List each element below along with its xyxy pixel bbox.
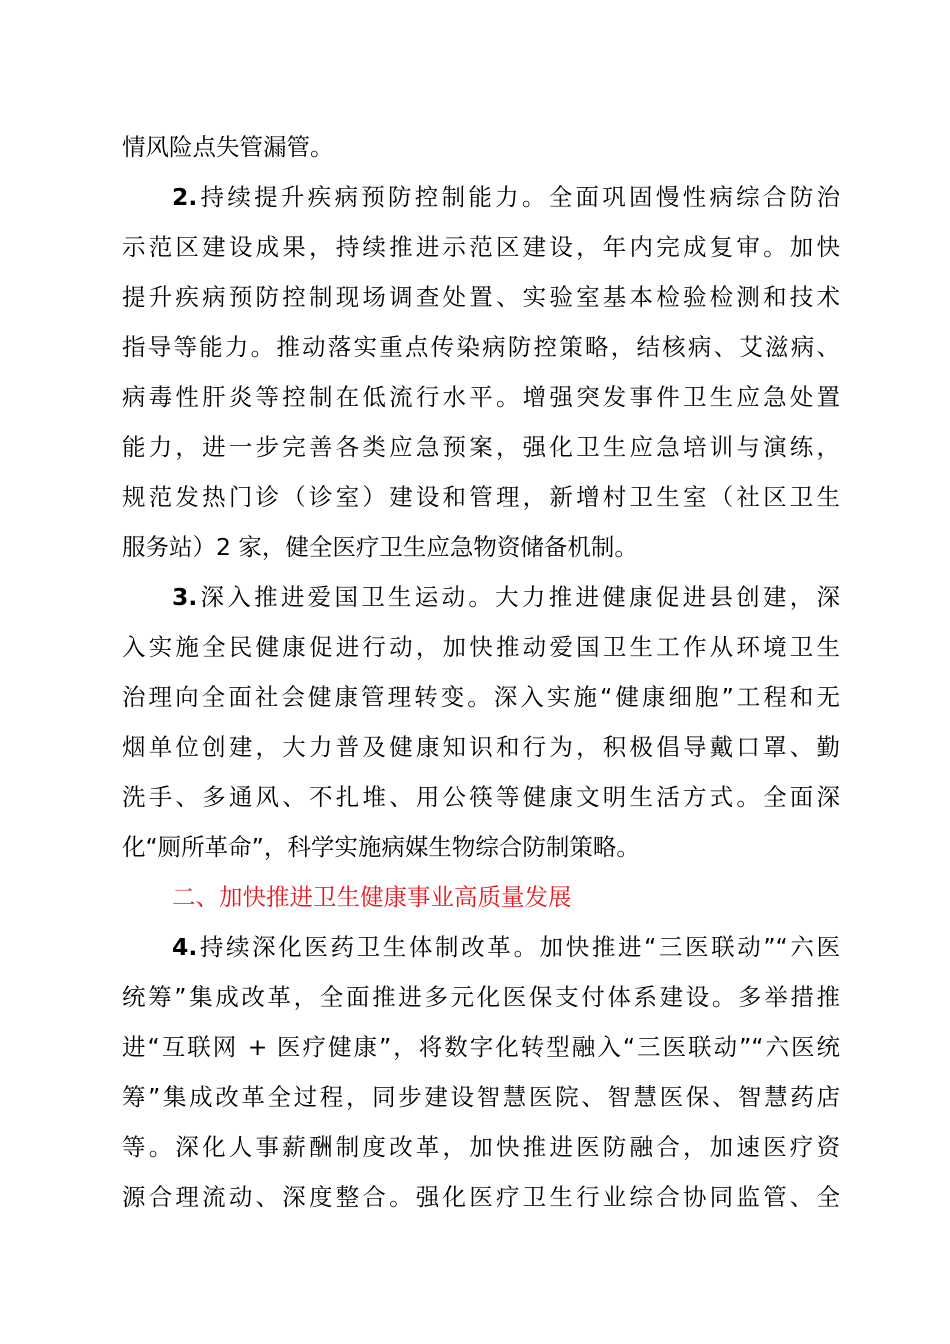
item-number-4: 4. xyxy=(172,933,198,961)
text-line-12: 治理向全面社会健康管理转变。深入实施“健康细胞”工程和无 xyxy=(122,683,840,711)
text-line-17: 4.持续深化医药卫生体制改革。加快推进“三医联动”“六医 xyxy=(172,933,840,961)
text-line-20: 筹”集成改革全过程，同步建设智慧医院、智慧医保、智慧药店 xyxy=(122,1083,840,1111)
text-line-9: 服务站）2 家，健全医疗卫生应急物资储备机制。 xyxy=(122,533,638,561)
text-line-6: 病毒性肝炎等控制在低流行水平。增强突发事件卫生应急处置 xyxy=(122,383,840,411)
text-line-5: 指导等能力。推动落实重点传染病防控策略，结核病、艾滋病、 xyxy=(122,333,840,361)
text-line-4: 提升疾病预防控制现场调查处置、实验室基本检验检测和技术 xyxy=(122,283,840,311)
text-line-1: 情风险点失管漏管。 xyxy=(122,133,334,161)
text-line-8: 规范发热门诊（诊室）建设和管理，新增村卫生室（社区卫生 xyxy=(122,483,840,511)
text-line-22: 源合理流动、深度整合。强化医疗卫生行业综合协同监管、全 xyxy=(122,1183,840,1211)
text-line-11: 入实施全民健康促进行动，加快推动爱国卫生工作从环境卫生 xyxy=(122,633,840,661)
text-line-15: 化“厕所革命”，科学实施病媒生物综合防制策略。 xyxy=(122,833,640,861)
text-line-10: 3.深入推进爱国卫生运动。大力推进健康促进县创建，深 xyxy=(172,583,840,611)
text-line-13: 烟单位创建，大力普及健康知识和行为，积极倡导戴口罩、勤 xyxy=(122,733,840,761)
text-line-2: 2.持续提升疾病预防控制能力。全面巩固慢性病综合防治 xyxy=(172,183,840,211)
text-line-18: 统筹”集成改革，全面推进多元化医保支付体系建设。多举措推 xyxy=(122,983,840,1011)
text-line-3: 示范区建设成果，持续推进示范区建设，年内完成复审。加快 xyxy=(122,233,840,261)
text-line-7: 能力，进一步完善各类应急预案，强化卫生应急培训与演练， xyxy=(122,433,840,461)
item-number-3: 3. xyxy=(172,583,198,611)
text-line-14: 洗手、多通风、不扎堆、用公筷等健康文明生活方式。全面深 xyxy=(122,783,840,811)
text-line-21: 等。深化人事薪酬制度改革，加快推进医防融合，加速医疗资 xyxy=(122,1133,840,1161)
item-number-2: 2. xyxy=(172,183,198,211)
section-heading: 二、加快推进卫生健康事业高质量发展 xyxy=(172,883,572,911)
text-line-19: 进“互联网 + 医疗健康”，将数字化转型融入“三医联动”“六医统 xyxy=(122,1033,840,1061)
